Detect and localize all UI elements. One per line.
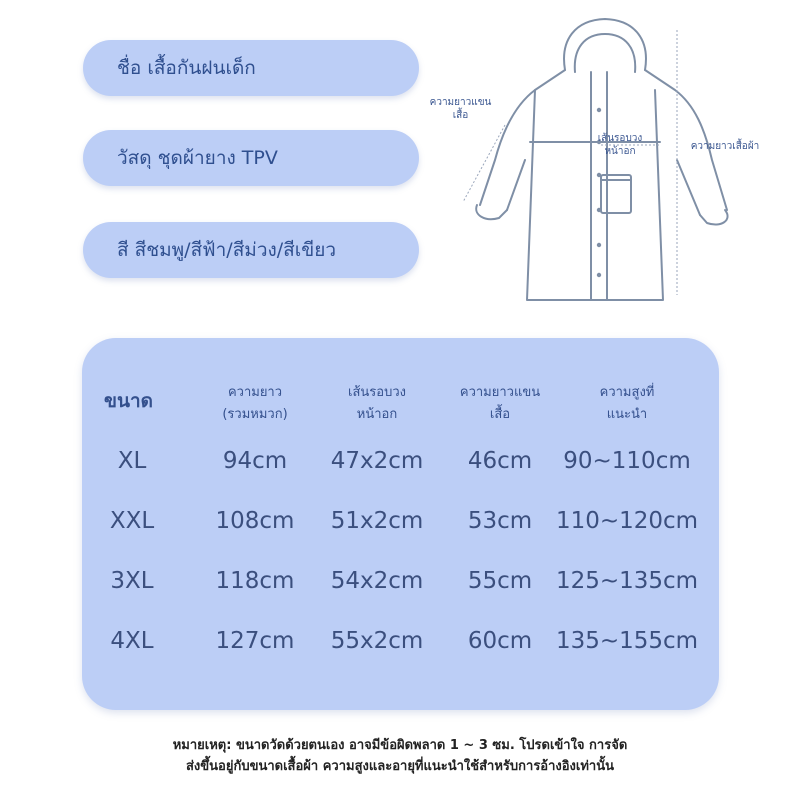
cell-sleeve: 46cm — [467, 448, 533, 474]
product-color-pill — [83, 222, 419, 278]
header-chest-line2: หน้าอก — [356, 407, 398, 422]
product-material-text: วัสดุ ชุดผ้ายาง TPV — [117, 147, 278, 169]
table-row — [82, 628, 719, 668]
header-sleeve-line1: ความยาวแขน — [459, 385, 541, 400]
product-name-text: ชื่อ เสื้อกันฝนเด็ก — [117, 57, 256, 79]
cell-size: XL — [117, 448, 147, 474]
header-height — [572, 382, 682, 426]
cell-length: 94cm — [222, 448, 288, 474]
sleeve-length-label — [423, 96, 498, 122]
chest-label-line1: เส้นรอบวง — [597, 133, 643, 144]
product-material-pill — [83, 130, 419, 186]
header-sleeve-line2: เสื้อ — [489, 407, 511, 422]
cell-sleeve: 55cm — [467, 568, 533, 594]
size-table — [82, 338, 719, 710]
cell-size: 4XL — [110, 628, 154, 654]
cell-chest: 51x2cm — [330, 508, 424, 534]
size-note-line1: หมายเหตุ: ขนาดวัดด้วยตนเอง อาจมีข้อผิดพลาด 1 ~ 3 ซม. โปรดเข้าใจ การจัด — [172, 738, 628, 753]
garment-length-label: ความยาวเสื้อผ้า — [690, 141, 760, 152]
chest-label-line2: หน้าอก — [604, 146, 636, 157]
cell-height: 125~135cm — [555, 568, 699, 594]
cell-length: 108cm — [215, 508, 295, 534]
header-length-line1: ความยาว — [227, 385, 283, 400]
header-height-line1: ความสูงที่ — [599, 385, 655, 400]
cell-sleeve: 60cm — [467, 628, 533, 654]
product-color-text: สี สีชมพู/สีฟ้า/สีม่วง/สีเขียว — [117, 239, 337, 261]
raincoat-diagram — [415, 10, 795, 305]
header-length — [200, 382, 310, 426]
table-row — [82, 448, 719, 488]
cell-height: 110~120cm — [555, 508, 699, 534]
header-chest-line1: เส้นรอบวง — [348, 385, 406, 400]
header-size: ขนาด — [104, 390, 153, 412]
cell-chest: 55x2cm — [330, 628, 424, 654]
cell-size: 3XL — [110, 568, 154, 594]
cell-chest: 47x2cm — [330, 448, 424, 474]
sleeve-length-label-line1: ความยาวแขน — [429, 97, 492, 108]
table-row — [82, 568, 719, 608]
cell-length: 118cm — [215, 568, 295, 594]
product-name-pill — [83, 40, 419, 96]
table-row — [82, 508, 719, 548]
cell-length: 127cm — [215, 628, 295, 654]
cell-height: 90~110cm — [563, 448, 691, 474]
header-height-line2: แนะนำ — [606, 407, 648, 422]
cell-chest: 54x2cm — [330, 568, 424, 594]
header-length-line2: (รวมหมวก) — [222, 407, 288, 422]
cell-height: 135~155cm — [555, 628, 699, 654]
header-chest — [322, 382, 432, 426]
cell-sleeve: 53cm — [467, 508, 533, 534]
chest-label — [585, 132, 655, 158]
sleeve-length-label-line2: เสื้อ — [452, 110, 469, 121]
cell-size: XXL — [109, 508, 155, 534]
size-note-line2: ส่งขึ้นอยู่กับขนาดเสื้อผ้า ความสูงและอายุที่แนะนำใช้สำหรับการอ้างอิงเท่านั้น — [185, 759, 614, 774]
header-sleeve — [445, 382, 555, 426]
size-note — [0, 735, 800, 777]
